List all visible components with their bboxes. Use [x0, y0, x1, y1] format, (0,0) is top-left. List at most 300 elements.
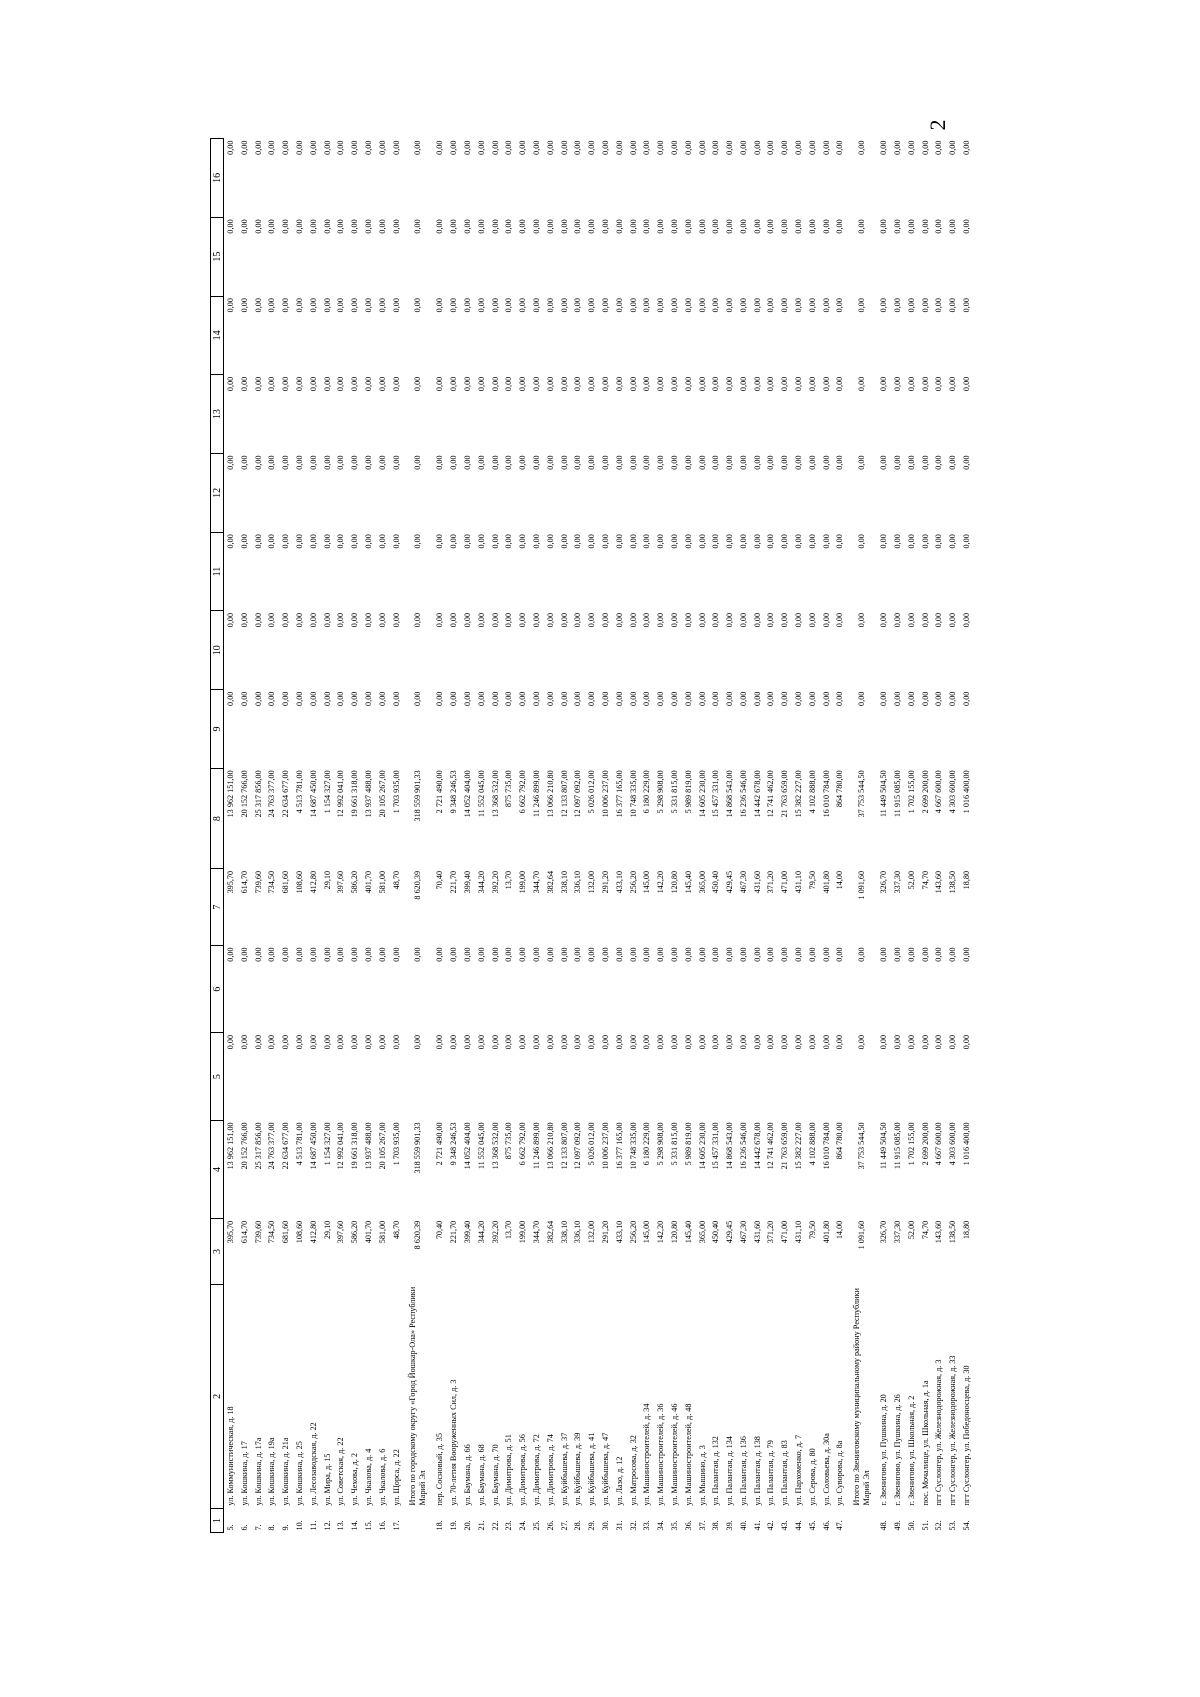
value-cell-11: 0,00 [490, 534, 500, 549]
col-header: 13 [211, 375, 224, 454]
table-row [321, 139, 335, 1533]
value-cell-3: 326,70 [879, 1220, 889, 1244]
value-cell-8: 22 634 677,00 [281, 770, 291, 818]
value-cell-14: 0,00 [656, 298, 666, 313]
value-cell-4: 9 348 246,53 [449, 1122, 459, 1166]
table-row [293, 139, 307, 1533]
value-cell-14: 0,00 [462, 298, 472, 313]
value-cell-14: 0,00 [697, 298, 707, 313]
value-cell-5: 0,00 [336, 1034, 346, 1050]
value-cell-6: 0,00 [600, 947, 610, 962]
value-cell-9: 0,00 [906, 691, 916, 706]
value-cell-15: 0,00 [350, 219, 360, 234]
value-cell-9: 0,00 [962, 691, 972, 706]
value-cell-9: 0,00 [363, 691, 373, 706]
houses-table [210, 138, 974, 1533]
value-cell-15: 0,00 [893, 219, 903, 234]
value-cell-10: 0,00 [587, 612, 597, 628]
value-cell-4: 16 377 165,00 [614, 1122, 624, 1170]
value-cell-16: 0,00 [752, 140, 762, 155]
value-cell-6: 0,00 [363, 947, 373, 962]
value-cell-15: 0,00 [559, 219, 569, 234]
value-cell-13: 0,00 [476, 376, 486, 392]
address-cell: г. Звенигово, ул. Школьная, д. 2 [906, 1395, 916, 1506]
value-cell-13: 0,00 [226, 376, 235, 392]
value-cell-10: 0,00 [545, 612, 555, 628]
value-cell-5: 0,00 [518, 1034, 528, 1050]
value-cell-9: 0,00 [656, 691, 666, 706]
value-cell-10: 0,00 [893, 612, 903, 628]
value-cell-12: 0,00 [435, 455, 445, 470]
value-cell-3: 734,50 [267, 1220, 277, 1244]
value-cell-5: 0,00 [821, 1034, 831, 1050]
value-cell-10: 0,00 [780, 612, 790, 628]
value-cell-9: 0,00 [835, 691, 845, 706]
value-cell-13: 0,00 [573, 376, 583, 392]
value-cell-7: 120,80 [669, 870, 679, 894]
value-cell-14: 0,00 [449, 298, 459, 313]
value-cell-7: 739,60 [253, 870, 263, 894]
value-cell-7: 395,70 [226, 870, 235, 894]
value-cell-10: 0,00 [807, 612, 817, 628]
value-cell-11: 0,00 [821, 534, 831, 549]
value-cell-6: 0,00 [857, 947, 867, 962]
value-cell-7: 142,20 [656, 870, 666, 894]
value-cell-12: 0,00 [697, 455, 707, 470]
value-cell-8: 12 741 462,00 [766, 770, 776, 818]
value-cell-4: 15 457 331,00 [711, 1122, 721, 1170]
value-cell-5: 0,00 [449, 1034, 459, 1050]
value-cell-10: 0,00 [656, 612, 666, 628]
row-number-cell: 36. [683, 1520, 693, 1531]
value-cell-16: 0,00 [857, 140, 867, 155]
value-cell-16: 0,00 [281, 140, 291, 155]
value-cell-10: 0,00 [669, 612, 679, 628]
value-cell-10: 0,00 [253, 612, 263, 628]
value-cell-9: 0,00 [614, 691, 624, 706]
value-cell-4: 5 989 819,00 [683, 1122, 693, 1166]
value-cell-15: 0,00 [545, 219, 555, 234]
address-cell: ул. Соловьева, д. 30а [821, 1433, 831, 1506]
value-cell-9: 0,00 [267, 691, 277, 706]
address-cell: ул. Мира, д. 15 [322, 1453, 332, 1506]
value-cell-10: 0,00 [738, 612, 748, 628]
value-cell-5: 0,00 [559, 1034, 569, 1050]
row-number-cell: 33. [642, 1520, 652, 1531]
row-number-cell: 37. [697, 1520, 707, 1531]
value-cell-8: 6 662 792,00 [518, 770, 528, 814]
value-cell-11: 0,00 [377, 534, 387, 549]
value-cell-10: 0,00 [600, 612, 610, 628]
value-cell-12: 0,00 [711, 455, 721, 470]
row-number-cell: 6. [239, 1524, 249, 1531]
value-cell-8: 12 992 041,00 [336, 770, 346, 818]
value-cell-14: 0,00 [322, 298, 332, 313]
value-cell-7: 1 091,60 [857, 870, 867, 900]
value-cell-4: 25 317 856,00 [253, 1122, 263, 1170]
value-cell-7: 143,60 [934, 870, 944, 894]
value-cell-15: 0,00 [391, 219, 401, 234]
value-cell-8: 9 348 246,53 [449, 770, 459, 814]
value-cell-3: 471,00 [780, 1220, 790, 1244]
value-cell-14: 0,00 [267, 298, 277, 313]
value-cell-4: 5 298 908,00 [656, 1122, 666, 1166]
value-cell-5: 0,00 [962, 1034, 972, 1050]
value-cell-14: 0,00 [628, 298, 638, 313]
value-cell-7: 256,20 [628, 870, 638, 894]
value-cell-11: 0,00 [794, 534, 804, 549]
table-body [224, 139, 974, 1533]
value-cell-10: 0,00 [449, 612, 459, 628]
value-cell-5: 0,00 [614, 1034, 624, 1050]
value-cell-11: 0,00 [857, 534, 867, 549]
value-cell-16: 0,00 [449, 140, 459, 155]
value-cell-8: 4 667 600,00 [934, 770, 944, 814]
address-cell: ул. Палантая, д. 134 [725, 1436, 735, 1506]
value-cell-15: 0,00 [835, 219, 845, 234]
value-cell-11: 0,00 [614, 534, 624, 549]
value-cell-6: 0,00 [336, 947, 346, 962]
value-cell-15: 0,00 [281, 219, 291, 234]
value-cell-6: 0,00 [308, 947, 318, 962]
value-cell-16: 0,00 [476, 140, 486, 155]
value-cell-14: 0,00 [962, 298, 972, 313]
value-cell-16: 0,00 [614, 140, 624, 155]
value-cell-8: 13 937 488,00 [363, 770, 373, 818]
value-cell-4: 1 016 400,00 [962, 1122, 972, 1166]
value-cell-9: 0,00 [294, 691, 304, 706]
value-cell-6: 0,00 [962, 947, 972, 962]
value-cell-7: 221,70 [449, 870, 459, 894]
value-cell-16: 0,00 [893, 140, 903, 155]
value-cell-8: 25 317 856,00 [253, 770, 263, 818]
address-cell: ул. Куйбышева, д. 39 [573, 1432, 583, 1506]
value-cell-6: 0,00 [725, 947, 735, 962]
value-cell-7: 429,45 [725, 870, 735, 894]
value-cell-11: 0,00 [226, 534, 235, 549]
value-cell-13: 0,00 [697, 376, 707, 392]
value-cell-12: 0,00 [780, 455, 790, 470]
row-number-cell [847, 1508, 877, 1532]
value-cell-11: 0,00 [835, 534, 845, 549]
value-cell-3: 467,30 [738, 1220, 748, 1244]
value-cell-6: 0,00 [462, 947, 472, 962]
value-cell-16: 0,00 [948, 140, 958, 155]
value-cell-5: 0,00 [711, 1034, 721, 1050]
value-cell-6: 0,00 [794, 947, 804, 962]
value-cell-16: 0,00 [879, 140, 889, 155]
value-cell-15: 0,00 [738, 219, 748, 234]
value-cell-4: 11 246 899,00 [531, 1122, 541, 1170]
value-cell-10: 0,00 [281, 612, 291, 628]
address-cell: ул. Куйбышева, д. 37 [559, 1432, 569, 1506]
table-row [571, 139, 585, 1533]
value-cell-8: 14 868 543,00 [725, 770, 735, 818]
value-cell-4: 13 962 151,00 [226, 1122, 235, 1170]
value-cell-10: 0,00 [642, 612, 652, 628]
col-header: 15 [211, 217, 224, 296]
value-cell-4: 2 721 490,00 [435, 1122, 445, 1166]
value-cell-11: 0,00 [239, 534, 249, 549]
value-cell-8: 875 735,00 [504, 770, 514, 808]
table-row [877, 139, 891, 1533]
value-cell-11: 0,00 [600, 534, 610, 549]
value-cell-16: 0,00 [683, 140, 693, 155]
value-cell-15: 0,00 [669, 219, 679, 234]
value-cell-14: 0,00 [504, 298, 514, 313]
value-cell-3: 256,20 [628, 1220, 638, 1244]
value-cell-13: 0,00 [669, 376, 679, 392]
value-cell-14: 0,00 [308, 298, 318, 313]
value-cell-5: 0,00 [294, 1034, 304, 1050]
value-cell-16: 0,00 [669, 140, 679, 155]
row-number-cell: 17. [391, 1520, 401, 1531]
address-cell: г. Звенигово, ул. Пушкина, д. 26 [893, 1394, 903, 1506]
value-cell-14: 0,00 [752, 298, 762, 313]
value-cell-7: 431,60 [752, 870, 762, 894]
col-header: 11 [211, 532, 224, 611]
table-row [709, 139, 723, 1533]
value-cell-3: 336,10 [573, 1220, 583, 1244]
value-cell-6: 0,00 [879, 947, 889, 962]
value-cell-10: 0,00 [697, 612, 707, 628]
value-cell-11: 0,00 [462, 534, 472, 549]
value-cell-15: 0,00 [906, 219, 916, 234]
value-cell-11: 0,00 [587, 534, 597, 549]
row-number-cell: 44. [794, 1520, 804, 1531]
table-row [891, 139, 905, 1533]
value-cell-4: 14 605 230,00 [697, 1122, 707, 1170]
value-cell-10: 0,00 [628, 612, 638, 628]
value-cell-5: 0,00 [545, 1034, 555, 1050]
value-cell-16: 0,00 [573, 140, 583, 155]
value-cell-15: 0,00 [504, 219, 514, 234]
value-cell-12: 0,00 [835, 455, 845, 470]
value-cell-8: 11 246 899,00 [531, 770, 541, 818]
value-cell-3: 431,10 [794, 1220, 804, 1244]
value-cell-9: 0,00 [697, 691, 707, 706]
col-header: 9 [211, 690, 224, 769]
value-cell-5: 0,00 [857, 1034, 867, 1050]
value-cell-12: 0,00 [476, 455, 486, 470]
value-cell-14: 0,00 [906, 298, 916, 313]
table-row [461, 139, 475, 1533]
value-cell-12: 0,00 [518, 455, 528, 470]
value-cell-10: 0,00 [226, 612, 235, 628]
value-cell-11: 0,00 [906, 534, 916, 549]
value-cell-3: 614,70 [239, 1220, 249, 1244]
value-cell-7: 471,00 [780, 870, 790, 894]
value-cell-12: 0,00 [531, 455, 541, 470]
value-cell-10: 0,00 [821, 612, 831, 628]
value-cell-15: 0,00 [253, 219, 263, 234]
value-cell-13: 0,00 [490, 376, 500, 392]
value-cell-13: 0,00 [948, 376, 958, 392]
value-cell-15: 0,00 [363, 219, 373, 234]
value-cell-13: 0,00 [294, 376, 304, 392]
value-cell-10: 0,00 [504, 612, 514, 628]
value-cell-8: 15 382 227,00 [794, 770, 804, 818]
value-cell-8: 13 368 532,00 [490, 770, 500, 818]
value-cell-16: 0,00 [807, 140, 817, 155]
value-cell-15: 0,00 [490, 219, 500, 234]
value-cell-14: 0,00 [738, 298, 748, 313]
value-cell-9: 0,00 [948, 691, 958, 706]
value-cell-16: 0,00 [336, 140, 346, 155]
value-cell-8: 14 442 678,00 [752, 770, 762, 818]
row-number-cell: 45. [807, 1520, 817, 1531]
value-cell-9: 0,00 [322, 691, 332, 706]
value-cell-16: 0,00 [656, 140, 666, 155]
value-cell-13: 0,00 [780, 376, 790, 392]
row-number-cell: 21. [476, 1520, 486, 1531]
address-cell: ул. Лазо, д. 12 [614, 1456, 624, 1506]
value-cell-5: 0,00 [725, 1034, 735, 1050]
value-cell-3: 581,00 [377, 1220, 387, 1244]
value-cell-16: 0,00 [821, 140, 831, 155]
col-header: 2 [211, 1284, 224, 1508]
address-cell: ул. Баумана, д. 70 [490, 1444, 500, 1506]
table-row [833, 139, 847, 1533]
value-cell-3: 14,00 [835, 1220, 845, 1240]
value-cell-7: 392,20 [490, 870, 500, 894]
table-row [433, 139, 447, 1533]
value-cell-7: 138,50 [948, 870, 958, 894]
value-cell-7: 734,50 [267, 870, 277, 894]
value-cell-10: 0,00 [322, 612, 332, 628]
value-cell-15: 0,00 [766, 219, 776, 234]
value-cell-11: 0,00 [308, 534, 318, 549]
row-number-cell: 15. [363, 1520, 373, 1531]
value-cell-6: 0,00 [920, 947, 930, 962]
value-cell-15: 0,00 [962, 219, 972, 234]
row-number-cell: 9. [281, 1524, 291, 1531]
value-cell-4: 19 661 318,00 [350, 1122, 360, 1170]
address-cell: ул. Палантая, д. 83 [780, 1440, 790, 1506]
value-cell-3: 199,00 [518, 1220, 528, 1244]
value-cell-13: 0,00 [962, 376, 972, 392]
value-cell-8: 5 026 012,00 [587, 770, 597, 814]
table-row [613, 139, 627, 1533]
value-cell-5: 0,00 [920, 1034, 930, 1050]
value-cell-10: 0,00 [766, 612, 776, 628]
value-cell-16: 0,00 [545, 140, 555, 155]
value-cell-10: 0,00 [948, 612, 958, 628]
value-cell-9: 0,00 [628, 691, 638, 706]
value-cell-11: 0,00 [683, 534, 693, 549]
value-cell-13: 0,00 [504, 376, 514, 392]
value-cell-3: 108,60 [294, 1220, 304, 1244]
col-header: 1 [211, 1508, 224, 1532]
value-cell-5: 0,00 [752, 1034, 762, 1050]
row-number-cell: 40. [738, 1520, 748, 1531]
value-cell-9: 0,00 [738, 691, 748, 706]
value-cell-12: 0,00 [253, 455, 263, 470]
table-row [390, 139, 404, 1533]
value-cell-12: 0,00 [363, 455, 373, 470]
value-cell-11: 0,00 [669, 534, 679, 549]
value-cell-4: 1 702 155,00 [906, 1122, 916, 1166]
value-cell-5: 0,00 [600, 1034, 610, 1050]
value-cell-9: 0,00 [642, 691, 652, 706]
value-cell-11: 0,00 [628, 534, 638, 549]
value-cell-12: 0,00 [573, 455, 583, 470]
col-header: 12 [211, 453, 224, 532]
value-cell-3: 132,00 [587, 1220, 597, 1244]
value-cell-6: 0,00 [253, 947, 263, 962]
row-number-cell: 12. [322, 1520, 332, 1531]
value-cell-7: 382,64 [545, 870, 555, 894]
value-cell-11: 0,00 [336, 534, 346, 549]
value-cell-9: 0,00 [934, 691, 944, 706]
value-cell-13: 0,00 [807, 376, 817, 392]
value-cell-8: 864 780,00 [835, 770, 845, 808]
address-cell: ул. Баумана, д. 66 [462, 1444, 472, 1506]
row-number-cell: 11. [308, 1520, 318, 1531]
address-cell: Итого по Звениговскому муниципальному району Республики Марий Эл [852, 1288, 872, 1506]
value-cell-13: 0,00 [920, 376, 930, 392]
row-number-cell: 19. [449, 1520, 459, 1531]
value-cell-5: 0,00 [794, 1034, 804, 1050]
value-cell-15: 0,00 [226, 219, 235, 234]
value-cell-12: 0,00 [893, 455, 903, 470]
value-cell-10: 0,00 [725, 612, 735, 628]
value-cell-7: 145,40 [683, 870, 693, 894]
address-cell: ул. Машиностроителей, д. 46 [669, 1403, 679, 1506]
value-cell-9: 0,00 [253, 691, 263, 706]
value-cell-3: 48,70 [391, 1220, 401, 1240]
value-cell-5: 0,00 [835, 1034, 845, 1050]
value-cell-12: 0,00 [683, 455, 693, 470]
table-row [502, 139, 516, 1533]
value-cell-11: 0,00 [807, 534, 817, 549]
value-cell-14: 0,00 [350, 298, 360, 313]
value-cell-8: 14 605 230,00 [697, 770, 707, 818]
value-cell-4: 6 180 229,00 [642, 1122, 652, 1166]
value-cell-5: 0,00 [391, 1034, 401, 1050]
table-row [224, 139, 238, 1533]
value-cell-7: 681,60 [281, 870, 291, 894]
value-cell-15: 0,00 [600, 219, 610, 234]
value-cell-15: 0,00 [934, 219, 944, 234]
table-row [905, 139, 919, 1533]
value-cell-5: 0,00 [683, 1034, 693, 1050]
row-number-cell: 7. [253, 1524, 263, 1531]
value-cell-6: 0,00 [518, 947, 528, 962]
page-number: 2 [925, 119, 950, 131]
table-row [640, 139, 654, 1533]
value-cell-15: 0,00 [462, 219, 472, 234]
value-cell-5: 0,00 [531, 1034, 541, 1050]
address-cell: ул. Димитрова, д. 72 [531, 1434, 541, 1506]
table-row [778, 139, 792, 1533]
value-cell-5: 0,00 [587, 1034, 597, 1050]
value-cell-7: 399,40 [462, 870, 472, 894]
value-cell-12: 0,00 [642, 455, 652, 470]
row-number-cell: 47. [835, 1520, 845, 1531]
value-cell-14: 0,00 [893, 298, 903, 313]
row-number-cell: 28. [573, 1520, 583, 1531]
row-number-cell: 27. [559, 1520, 569, 1531]
value-cell-12: 0,00 [600, 455, 610, 470]
value-cell-11: 0,00 [363, 534, 373, 549]
value-cell-4: 24 763 377,00 [267, 1122, 277, 1170]
table-row [682, 139, 696, 1533]
value-cell-16: 0,00 [962, 140, 972, 155]
value-cell-14: 0,00 [253, 298, 263, 313]
value-cell-11: 0,00 [573, 534, 583, 549]
value-cell-11: 0,00 [934, 534, 944, 549]
